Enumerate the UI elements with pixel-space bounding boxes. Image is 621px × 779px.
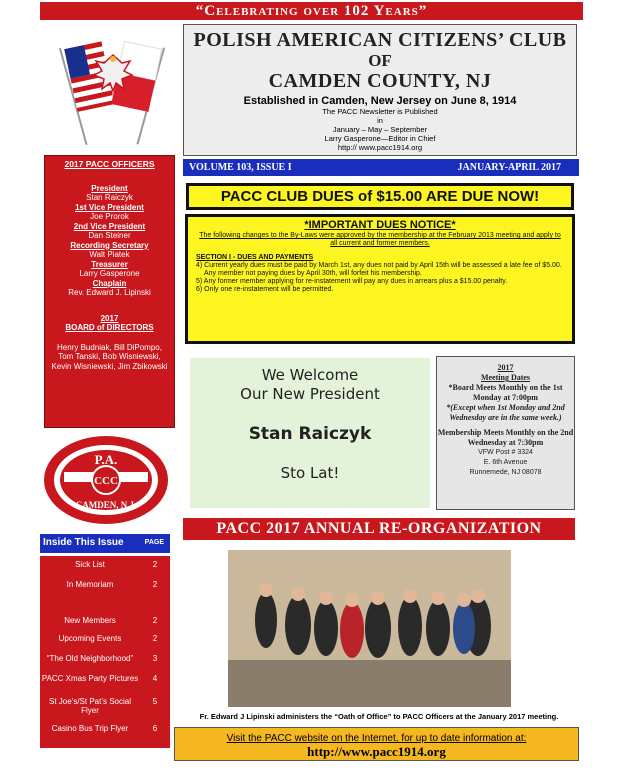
logo-bottom-text: CAMDEN, N.J. <box>75 500 137 510</box>
contents-item-label: “The Old Neighborhood” <box>46 654 134 663</box>
notice-title: *IMPORTANT DUES NOTICE* <box>304 219 456 231</box>
contents-item-page: 2 <box>152 580 158 589</box>
volume-issue: VOLUME 103, ISSUE I <box>189 162 292 173</box>
officer-name: Stan Raiczyk <box>86 193 133 202</box>
membership-meeting: Membership Meets Monthly on the 2nd Wednesday at 7:30pm <box>437 428 574 447</box>
contents-item-page: 5 <box>152 697 158 706</box>
dues-banner: PACC CLUB DUES of $15.00 ARE DUE NOW! <box>186 183 574 210</box>
contents-header <box>40 534 170 553</box>
officer-name: Joe Prorok <box>90 212 129 221</box>
top-banner: “Celebrating over 102 Years” <box>40 2 583 20</box>
masthead <box>183 24 577 156</box>
editor-line: Larry Gasperone—Editor in Chief <box>324 134 436 143</box>
contents-list <box>40 556 170 748</box>
officer-title: Treasurer <box>91 259 128 269</box>
dues-notice <box>185 214 575 344</box>
president-name: Stan Raiczyk <box>248 424 372 444</box>
contents-item-page: 2 <box>152 634 158 643</box>
meeting-heading: Meeting Dates <box>480 373 531 382</box>
photo-caption: Fr. Edward J Lipinski administers the “Oath of Office” to PACC Officers at the January 2017 meeting. <box>199 712 559 721</box>
board-year: 2017 <box>100 313 119 323</box>
contents-item-page: 6 <box>152 724 158 733</box>
contents-item-label: Upcoming Events <box>58 634 122 643</box>
notice-item: 5) Any former member applying for re-instatement will pay any dues in arrears plus a $15.00 penalty. <box>196 278 508 285</box>
board-heading: BOARD of DIRECTORS <box>65 323 154 332</box>
visit-website-box <box>174 727 579 761</box>
welcome-line2: Our New President <box>240 385 380 403</box>
officer-title: 2nd Vice President <box>73 221 146 231</box>
contents-item-label: Sick List <box>75 560 105 569</box>
published-line: The PACC Newsletter is Published <box>322 107 438 116</box>
contents-item-label: Casino Bus Trip Flyer <box>51 724 129 733</box>
reorganization-banner: PACC 2017 ANNUAL RE-ORGANIZATION <box>183 518 575 540</box>
contents-item-label: St Joe’s/St Pat’s Social Flyer <box>49 697 131 715</box>
club-name: POLISH AMERICAN CITIZENS’ CLUB <box>193 29 567 51</box>
board-members: Henry Budniak, Bill DiPompo, Tom Tanski, Bob Wisniewski, Kevin Wisniewski, Jim Zbikowski <box>51 342 168 371</box>
contents-item-label: PACC Xmas Party Pictures <box>41 674 139 683</box>
publish-months: January – May – September <box>332 125 428 134</box>
officer-name: Walt Piatek <box>89 250 130 259</box>
welcome-box <box>190 358 430 508</box>
contents-item-page: 2 <box>152 616 158 625</box>
meeting-year: 2017 <box>497 363 514 372</box>
meeting-exception: *(Except when 1st Monday and 2nd Wednesday are in the same week.) <box>446 403 565 422</box>
established-line: Established in Camden, New Jersey on June 8, 1914 <box>243 95 517 107</box>
contents-title: Inside This Issue <box>43 537 124 548</box>
notice-item: 4) Current yearly dues must be paid by March 1st, any dues not paid by April 15th will be assessed a late fee of $5.00. Any member not paying dues by April 30th, will forfeit his membership. <box>196 262 562 277</box>
flag-eagle-logo <box>44 25 182 149</box>
meeting-street: E. 6th Avenue <box>483 459 528 466</box>
website-link[interactable]: http://www.pacc1914.org <box>307 744 446 759</box>
officers-heading: 2017 PACC OFFICERS <box>64 159 155 169</box>
notice-section: SECTION I - DUES AND PAYMENTS <box>196 254 314 261</box>
club-name-of: OF <box>368 51 392 70</box>
pacc-logo <box>42 434 170 526</box>
sto-lat: Sto Lat! <box>280 464 340 482</box>
meeting-city: Runnemede, NJ 08078 <box>469 469 542 476</box>
officers-panel <box>44 155 175 428</box>
logo-center-text: CCC <box>94 475 118 487</box>
meeting-post: VFW Post # 3324 <box>478 449 533 456</box>
officer-title: Recording Secretary <box>70 240 149 250</box>
logo-top-text: P.A. <box>94 452 118 467</box>
officer-name: Larry Gasperone <box>79 269 140 278</box>
contents-item-page: 3 <box>152 654 158 663</box>
board-meeting: *Board Meets Monthly on the 1st Monday at 7:00pm <box>448 383 563 402</box>
oath-of-office-photo <box>228 550 511 707</box>
contents-item-page: 2 <box>152 560 158 569</box>
issue-date: JANUARY-APRIL 2017 <box>457 162 561 173</box>
published-in: in <box>377 116 383 125</box>
officer-name: Rev. Edward J. Lipinski <box>68 288 151 297</box>
contents-item-page: 4 <box>152 674 158 683</box>
website-line[interactable]: http:// www.pacc1914.org <box>337 143 423 152</box>
welcome-line1: We Welcome <box>261 366 359 384</box>
notice-subtitle: The following changes to the By-Laws were approved by the membership at the February 2013 meeting and apply to all current and former members. <box>199 232 561 247</box>
visit-line: Visit the PACC website on the Internet, for up to date information at: <box>226 733 527 744</box>
meeting-dates-box <box>436 356 575 510</box>
club-county: CAMDEN COUNTY, NJ <box>268 70 492 92</box>
contents-item-label: In Memoriam <box>66 580 114 589</box>
officer-title: President <box>91 183 128 193</box>
officer-title: Chaplain <box>92 278 127 288</box>
volume-bar <box>183 159 579 176</box>
notice-item: 6) Only one re-instatement will be permitted. <box>196 286 334 293</box>
officer-name: Dan Steiner <box>88 231 131 240</box>
contents-page-label: PAGE <box>144 539 164 546</box>
contents-item-label: New Members <box>64 616 116 625</box>
officer-title: 1st Vice President <box>75 202 144 212</box>
